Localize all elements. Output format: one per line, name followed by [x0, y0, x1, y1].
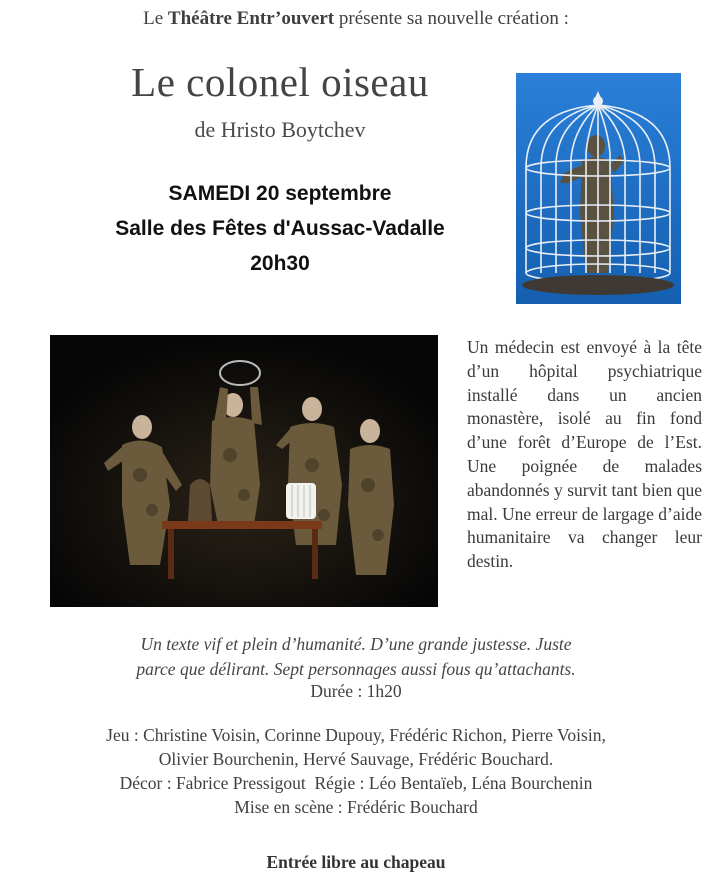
intro-after: présente sa nouvelle création :: [334, 8, 569, 29]
duration: Durée : 1h20: [310, 681, 402, 701]
event-time: 20h30: [250, 252, 310, 275]
synopsis-text: Un médecin est envoyé à la tête d’un hôpital psychiatrique installé dans un ancien monastère, isolé au fin fond d’une forêt d’Europe de l’Est. Une poignée de malades abandonnés y survit tant bien que mal. Une erreur de largage d’aide humanitaire va changer leur destin.: [467, 337, 702, 572]
direction-credit-line: Mise en scène : Frédéric Bouchard: [234, 797, 478, 817]
play-author: de Hristo Boytchev: [194, 117, 366, 142]
event-date: SAMEDI 20 septembre: [168, 182, 392, 205]
play-title: Le colonel oiseau: [131, 59, 429, 105]
intro-before: Le: [143, 8, 168, 29]
quote-line-2: parce que délirant. Sept personnages aussi fous qu’attachants.: [136, 659, 576, 679]
birdcage-poster-image: [516, 73, 681, 304]
company-name: Théâtre Entr’ouvert: [167, 8, 335, 29]
admission-note: Entrée libre au chapeau: [266, 852, 446, 872]
design-credits-line: Décor : Fabrice Pressigout Régie : Léo Bentaïeb, Léna Bourchenin: [119, 773, 593, 793]
credits-block: [0, 723, 712, 819]
quote-line-1: Un texte vif et plein d’humanité. D’une grande justesse. Juste: [140, 634, 572, 654]
review-quote: [0, 632, 712, 682]
cast-line-1: Jeu : Christine Voisin, Corinne Dupouy, Frédéric Richon, Pierre Voisin,: [106, 725, 606, 745]
stage-performance-photo: [50, 335, 438, 607]
intro-line: [0, 8, 712, 30]
event-venue: Salle des Fêtes d'Aussac-Vadalle: [115, 217, 445, 240]
cast-line-2: Olivier Bourchenin, Hervé Sauvage, Frédéric Bouchard.: [158, 749, 554, 769]
